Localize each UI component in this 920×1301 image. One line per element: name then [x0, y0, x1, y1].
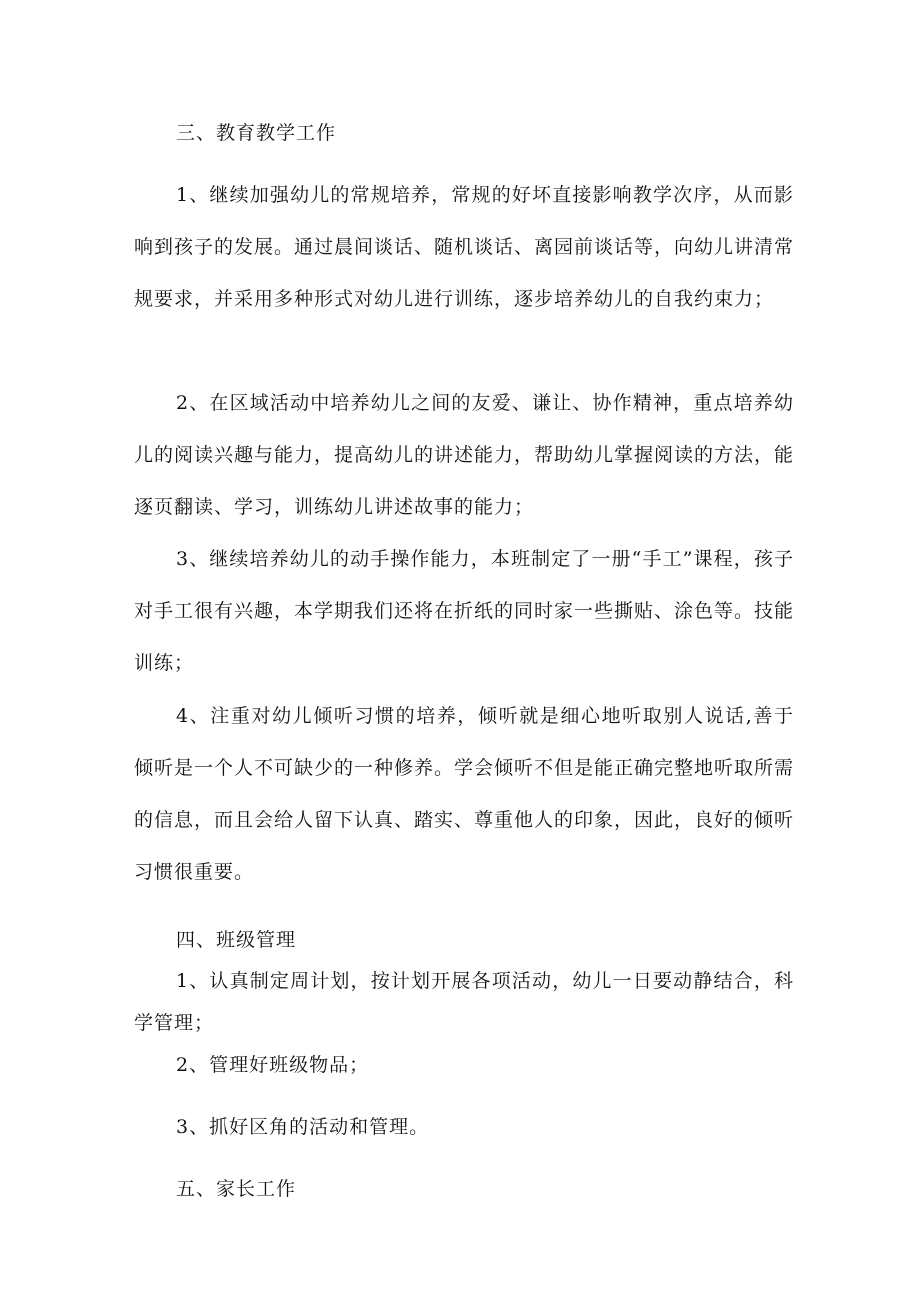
paragraph-management-item-3: 3、抓好区角的活动和管理。 [176, 1116, 430, 1138]
section-heading-parent-work: 五、家长工作 [176, 1178, 297, 1200]
paragraph-teaching-item-1: 1、继续加强幼儿的常规培养，常规的好坏直接影响教学次序，从而影响到孩子的发展。通过晨间谈话、随机谈话、离园前谈话等，向幼儿讲清常规要求，并采用多种形式对幼儿进行训练，逐步培养幼儿的自我约束力； [134, 184, 795, 310]
section-heading-class-management: 四、班级管理 [176, 929, 297, 951]
paragraph-management-item-2: 2、管理好班级物品； [176, 1054, 370, 1076]
paragraph-teaching-item-4: 4、注重对幼儿倾听习惯的培养，倾听就是细心地听取别人说话,善于倾听是一个人不可缺少的一种修养。学会倾听不但是能正确完整地听取所需的信息，而且会给人留下认真、踏实、尊重他人的印象，因此，良好的倾听习惯很重要。 [134, 705, 795, 883]
paragraph-management-item-1: 1、认真制定周计划，按计划开展各项活动，幼儿一日要动静结合，科学管理； [134, 970, 794, 1034]
paragraph-teaching-item-2: 2、在区域活动中培养幼儿之间的友爱、谦让、协作精神，重点培养幼儿的阅读兴趣与能力，提高幼儿的讲述能力，帮助幼儿掌握阅读的方法，能逐页翻读、学习，训练幼儿讲述故事的能力； [134, 392, 795, 518]
paragraph-teaching-item-3: 3、继续培养幼儿的动手操作能力，本班制定了一册“手工”课程，孩子对手工很有兴趣，本学期我们还将在折纸的同时家一些撕贴、涂色等。技能训练； [134, 548, 795, 674]
section-heading-teaching: 三、教育教学工作 [176, 122, 337, 144]
